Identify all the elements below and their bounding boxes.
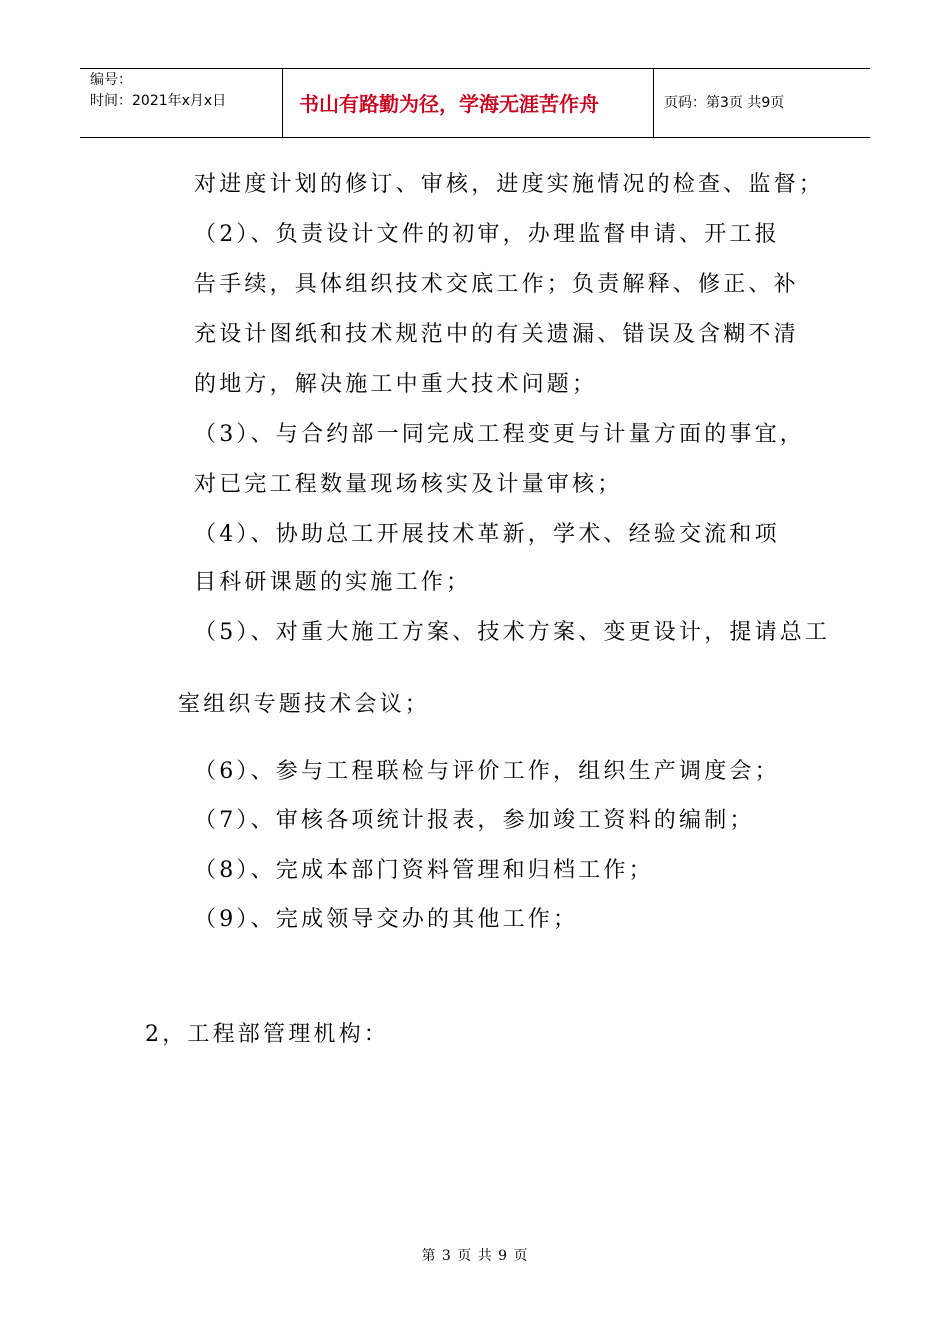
body-line: （6）、参与工程联检与评价工作，组织生产调度会；	[194, 759, 780, 784]
body-line: 对已完工程数量现场核实及计量审核；	[194, 472, 623, 497]
header-motto-cell	[283, 69, 654, 137]
body-line: 室组织专题技术会议；	[178, 692, 431, 717]
page-footer: 第 3 页 共 9 页	[421, 1248, 529, 1264]
header-motto: 书山有路勤为径，学海无涯苦作舟	[299, 92, 599, 116]
body-line: 充设计图纸和技术规范中的有关遗漏、错误及含糊不清	[194, 322, 799, 347]
header-page-number: 页码：第3页 共9页	[664, 95, 785, 111]
document-number-label: 编号：	[90, 72, 132, 88]
section-heading: 2，工程部管理机构：	[145, 1022, 389, 1047]
body-line: （7）、审核各项统计报表，参加竣工资料的编制；	[194, 808, 755, 833]
body-line: （3）、与合约部一同完成工程变更与计量方面的事宜，	[194, 422, 805, 447]
document-date-label: 时间：2021年x月x日	[90, 93, 227, 109]
body-line: （9）、完成领导交办的其他工作；	[194, 907, 579, 932]
body-line: 对进度计划的修订、审核，进度实施情况的检查、监督；	[194, 172, 825, 197]
body-line: （5）、对重大施工方案、技术方案、变更设计，提请总工	[194, 620, 831, 645]
body-line: （2）、负责设计文件的初审，办理监督申请、开工报	[194, 222, 780, 247]
body-line: 目科研课题的实施工作；	[194, 570, 472, 595]
body-line: （8）、完成本部门资料管理和归档工作；	[194, 858, 654, 883]
header-info-cell	[80, 69, 283, 137]
header-page-cell	[654, 69, 870, 137]
body-line: （4）、协助总工开展技术革新，学术、经验交流和项	[194, 522, 780, 547]
page-header	[80, 68, 870, 138]
body-line: 的地方，解决施工中重大技术问题；	[194, 372, 598, 397]
body-line: 告手续，具体组织技术交底工作；负责解释、修正、补	[194, 272, 799, 297]
